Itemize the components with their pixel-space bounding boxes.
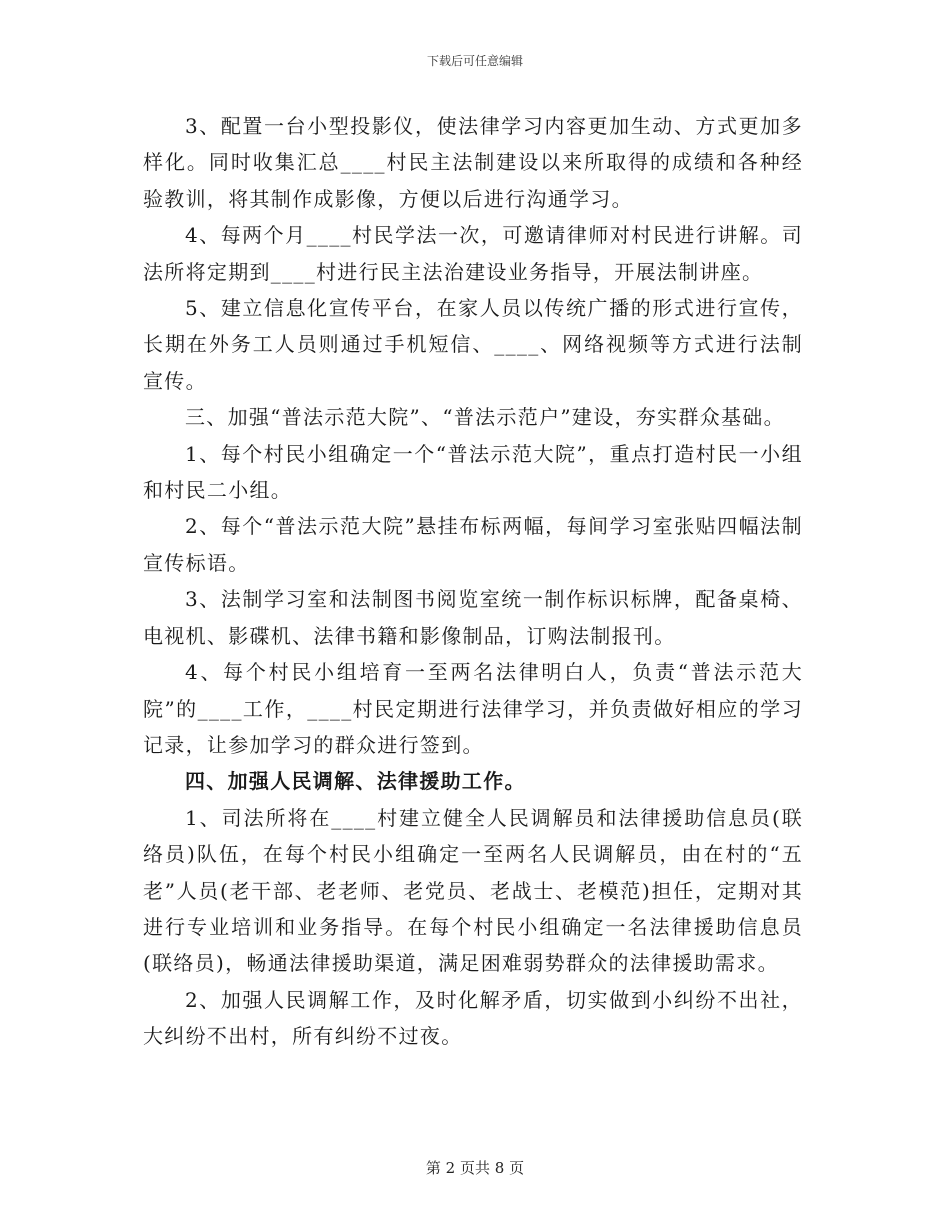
page-footer: 第 2 页共 8 页 [425,1159,525,1177]
paragraph-item-5-info-platform: 5、建立信息化宣传平台，在家人员以传统广播的形式进行宣传，长期在外务工人员则通过手机短信、____、网络视频等方式进行法制宣传。 [143,296,803,393]
section-heading-three: 三、加强“普法示范大院”、“普法示范户”建设，夯实群众基础。 [185,405,785,430]
page-header: 下载后可任意编辑 [426,54,523,68]
paragraph-item-3-projector: 3、配置一台小型投影仪，使法律学习内容更加生动、方式更加多样化。同时收集汇总____村民主法制建设以来所取得的成绩和各种经验教训，将其制作成影像，方便以后进行沟通学习。 [143,114,803,211]
document-body [143,108,803,1055]
section-heading-four: 四、加强人民调解、法律援助工作。 [185,769,526,794]
paragraph-item-1-mediators: 1、司法所将在____村建立健全人民调解员和法律援助信息员(联络员)队伍，在每个村民小组确定一至两名人民调解员，由在村的“五老”人员(老干部、老老师、老党员、老战士、老模范)担任，定期对其进行专业培训和业务指导。在每个村民小组确定一名法律援助信息员(联络员)，畅通法律援助渠道，满足困难弱势群众的法律援助需求。 [143,805,803,976]
paragraph-item-2-banners: 2、每个“普法示范大院”悬挂布标两幅，每间学习室张贴四幅法制宣传标语。 [143,514,803,575]
paragraph-item-2-mediation-work: 2、加强人民调解工作，及时化解矛盾，切实做到小纠纷不出社，大纠纷不出村，所有纠纷不过夜。 [143,987,803,1049]
paragraph-item-3-study-room: 3、法制学习室和法制图书阅览室统一制作标识标牌，配备桌椅、电视机、影碟机、法律书籍和影像制品，订购法制报刊。 [143,587,803,648]
paragraph-item-4-study-schedule: 4、每两个月____村民学法一次，可邀请律师对村民进行讲解。司法所将定期到____村进行民主法治建设业务指导，开展法制讲座。 [143,223,803,284]
paragraph-item-1-demo-courtyard: 1、每个村民小组确定一个“普法示范大院”，重点打造村民一小组和村民二小组。 [143,441,803,503]
paragraph-item-4-legal-helpers: 4、每个村民小组培育一至两名法律明白人，负责“普法示范大院”的____工作，____村民定期进行法律学习，并负责做好相应的学习记录，让参加学习的群众进行签到。 [143,660,803,757]
